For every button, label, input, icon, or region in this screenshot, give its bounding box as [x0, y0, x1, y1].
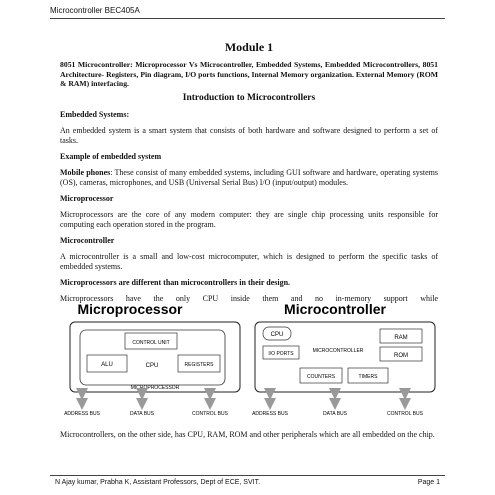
mc-address-bus: ADDRESS BUS — [252, 411, 288, 417]
module-syllabus: 8051 Microcontroller: Microprocessor Vs Microcontroller, Embedded Systems, Embedded Microcontrollers, 8051 Architecture- Registers, Pin diagram, I/O ports functions, Internal Memory organization. External Memory (ROM & RAM) interfacing. — [60, 60, 438, 88]
mc-label: MICROCONTROLLER — [312, 348, 364, 354]
mc-rom-label: ROM — [394, 353, 408, 359]
module-title: Module 1 — [224, 40, 274, 54]
page-content — [60, 40, 438, 310]
microprocessor-heading: Microprocessor — [60, 193, 114, 203]
intro-heading: Introduction to Microcontrollers — [182, 92, 316, 103]
running-header: Microcontroller BEC405A — [50, 6, 140, 15]
mc-title: Microcontroller — [284, 301, 386, 317]
page-footer — [55, 479, 440, 486]
mp-data-bus: DATA BUS — [130, 411, 154, 417]
mp-control-unit-label: CONTROL UNIT — [132, 340, 170, 346]
footer-rule — [50, 475, 445, 476]
footer-authors: N Ajay kumar, Prabha K, Assistant Professors, Dept of ECE, SVIT. — [55, 479, 261, 486]
mp-title: Microprocessor — [77, 301, 183, 317]
embedded-heading: Embedded Systems: — [60, 109, 130, 119]
microcontroller-text: A microcontroller is a small and low-cost microcomputer, which is designed to perform the specific tasks of embedded systems. — [60, 251, 438, 271]
difference-text: Microprocessors have the only CPU inside them and no in-memory support while — [60, 293, 438, 303]
mp-alu-label: ALU — [101, 362, 113, 368]
embedded-text: An embedded system is a smart system that consists of both hardware and software designed to perform a set of tasks. — [60, 125, 438, 145]
mp-control-bus: CONTROL BUS — [192, 411, 228, 417]
microprocessor-text: Microprocessors are the core of any modern computer: they are single chip processing units responsible for computing each operation stored in the program. — [60, 209, 438, 229]
mp-cpu-label: CPU — [145, 363, 159, 369]
closing-section — [60, 430, 438, 446]
header-rule — [50, 18, 445, 19]
mc-counters-label: COUNTERS — [306, 374, 336, 380]
mc-control-bus: CONTROL BUS — [387, 411, 423, 417]
mobile-paragraph — [60, 168, 438, 188]
mp-address-bus: ADDRESS BUS — [64, 411, 100, 417]
mp-label: MICROPROCESSOR — [130, 385, 180, 391]
microcontroller-heading: Microcontroller — [60, 235, 115, 245]
mobile-text: : These consist of many embedded systems, including GUI software and hardware, operating systems (OS), cameras, microphones, and USB (Universal Serial Bus) I/O (input/output) modules. — [60, 167, 438, 187]
mc-ram-label: RAM — [394, 335, 408, 341]
mc-data-bus: DATA BUS — [323, 411, 347, 417]
example-heading: Example of embedded system — [60, 151, 162, 161]
difference-heading: Microprocessors are different than microcontrollers in their design. — [60, 277, 291, 287]
mp-registers-label: REGISTERS — [184, 362, 214, 368]
mp-vs-mc-figure — [60, 300, 440, 420]
mobile-label: Mobile phones — [60, 167, 111, 177]
mc-cpu-label: CPU — [270, 332, 284, 338]
closing-text: Microcontrollers, on the other side, has CPU, RAM, ROM and other peripherals which are all embedded on the chip. — [60, 430, 435, 439]
mc-io-ports-label: I/O PORTS — [268, 351, 294, 357]
mc-timers-label: TIMERS — [358, 374, 378, 380]
page-number: Page 1 — [417, 479, 440, 486]
